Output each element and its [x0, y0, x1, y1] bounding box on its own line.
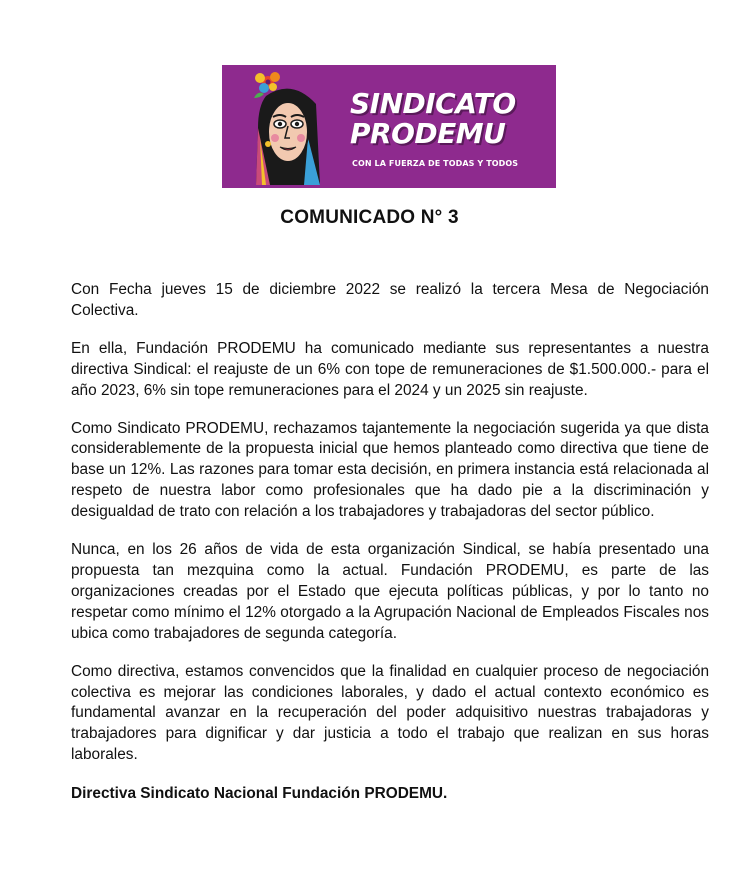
logo-title-line1: SINDICATO: [350, 87, 516, 120]
signature: Directiva Sindicato Nacional Fundación PRODEMU.: [71, 785, 448, 803]
paragraph-3: Como Sindicato PRODEMU, rechazamos tajantemente la negociación sugerida ya que dista considerablemente de la propuesta inicial que hemos planteado como directiva que tiene de base un 12%. Las razones para tomar esta decisión, en primera instancia está relacionada al respeto de nuestra labor como profesionales que ha dado pie a la discriminación y desigualdad de trato con relación a los trabajadores y trabajadoras del sector público.: [71, 419, 709, 521]
sindicato-prodemu-logo: [222, 65, 556, 188]
logo-title: [350, 89, 550, 149]
document-title: COMUNICADO N° 3: [280, 207, 459, 228]
paragraph-5: Como directiva, estamos convencidos que la finalidad en cualquier proceso de negociación colectiva es mejorar las condiciones laborales, y dado el actual contexto económico es fundamental avanzar en la recuperación del poder adquisitivo nuestras trabajadoras y trabajadores para dignificar y dar justicia a todo el trabajo que realizan en sus horas laborales.: [71, 662, 709, 764]
paragraph-4: Nunca, en los 26 años de vida de esta organización Sindical, se había presentado una propuesta tan mezquina como la actual. Fundación PRODEMU, es parte de las organizaciones creadas por el Estado que ejecuta políticas públicas, y por lo tanto no respetar como mínimo el 12% otorgado a la Agrupación Nacional de Empleados Fiscales nos ubica como trabajadores de segunda categoría.: [71, 541, 709, 642]
paragraph-2: En ella, Fundación PRODEMU ha comunicado mediante sus representantes a nuestra directiva Sindical: el reajuste de un 6% con tope de remuneraciones de $1.500.000.- para el año 2023, 6% sin tope remuneraciones para el 2024 y un 2025 sin reajuste.: [71, 339, 709, 399]
woman-face-illustration-icon: [244, 68, 324, 185]
paragraph-1: Con Fecha jueves 15 de diciembre 2022 se realizó la tercera Mesa de Negociación Colectiva.: [71, 281, 709, 319]
logo-tagline: CON LA FUERZA DE TODAS Y TODOS: [352, 159, 519, 168]
logo-title-line2: PRODEMU: [350, 117, 506, 150]
document-body: [71, 280, 709, 804]
